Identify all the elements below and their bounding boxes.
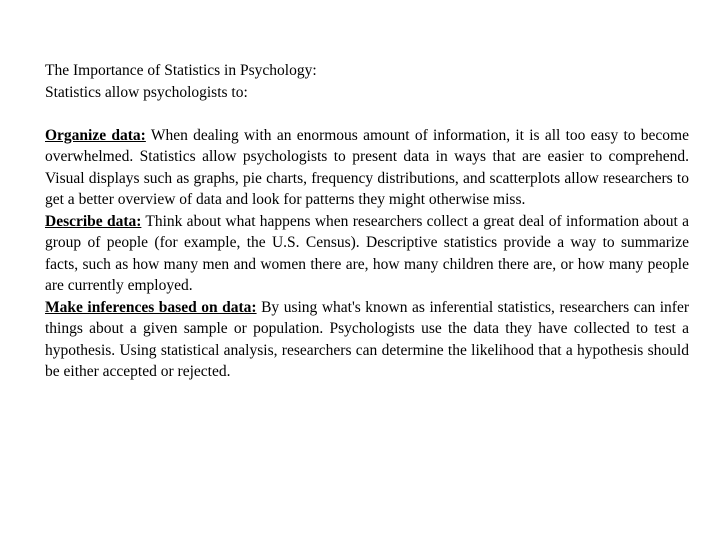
point-organize-data [45,125,689,211]
point-term: Organize data: [45,126,146,144]
point-term: Make inferences based on data: [45,298,257,316]
point-text: Think about what happens when researchers collect a great deal of information about a group of people (for example, the U.S. Census). Descriptive statistics provide a way to summarize facts, such as how many men and women there are, how many children there are, or how many people are currently employed. [45,212,689,294]
page-title: The Importance of Statistics in Psychology: [45,62,317,79]
point-text: By using what's known as inferential statistics, researchers can infer things about a given sample or population. Psychologists use the data they have collected to test a hypothesis. Using statistical analysis, researchers can determine the likelihood that a hypothesis should be either accepted or rejected. [45,298,689,380]
points-list [45,125,689,383]
intro-text: Statistics allow psychologists to: [45,83,248,101]
point-text: When dealing with an enormous amount of information, it is all too easy to become overwhelmed. Statistics allow psychologists to present data in ways that are easier to comprehend. Visual displays such as graphs, pie charts, frequency distributions, and scatterplots allow researchers to get a better overview of data and look for patterns they might otherwise miss. [45,126,689,208]
point-term: Describe data: [45,212,142,230]
slide-content [45,60,689,383]
point-describe-data [45,211,689,297]
point-make-inferences [45,297,689,383]
heading-block [45,60,689,103]
